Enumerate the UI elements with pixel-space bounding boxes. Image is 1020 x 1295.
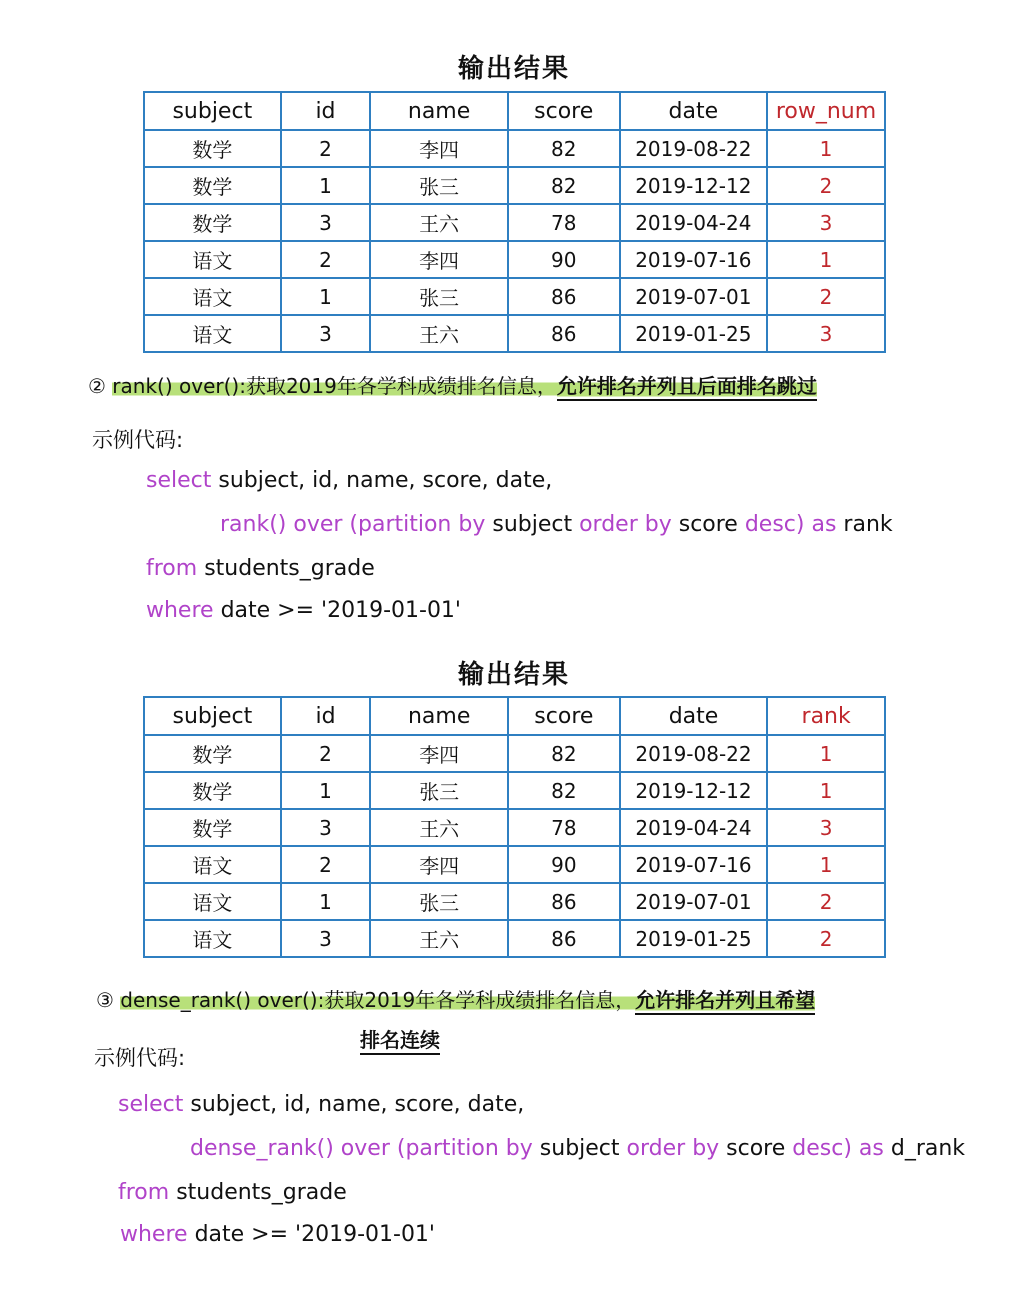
code-text: subject, id, name, score, date, (183, 1092, 525, 1117)
code-text: students_grade (169, 1180, 347, 1205)
table-row (144, 772, 885, 809)
table-row (144, 278, 885, 315)
cell-date: 2019-08-22 (620, 735, 768, 772)
section3-number: ③ (96, 988, 114, 1012)
cell-name: 李四 (370, 241, 508, 278)
table2-title: 输出结果 (458, 660, 571, 690)
code-keyword: select (146, 468, 212, 493)
header-id: id (281, 92, 371, 130)
table-row (144, 809, 885, 846)
cell-subject: 数学 (144, 735, 281, 772)
cell-name: 李四 (370, 846, 508, 883)
cell-date: 2019-08-22 (620, 130, 767, 167)
table-header-row (144, 92, 885, 130)
code-keyword: desc) as (744, 512, 837, 537)
cell-score: 78 (508, 204, 620, 241)
code-text: d_rank (883, 1136, 966, 1161)
table-row (144, 735, 885, 772)
header-name: name (370, 697, 508, 735)
code-text: students_grade (197, 556, 375, 581)
table-row (144, 241, 885, 278)
section3-function: dense_rank() over(): (120, 988, 325, 1012)
header-date: date (620, 92, 767, 130)
table-row (144, 167, 885, 204)
cell-id: 3 (281, 809, 371, 846)
cell-name: 李四 (370, 735, 508, 772)
cell-score: 90 (508, 241, 620, 278)
cell-name: 王六 (370, 809, 508, 846)
section3-code-line1 (118, 1092, 524, 1117)
cell-name: 张三 (370, 167, 508, 204)
section3-emphasis: 允许排名并列且希望 (635, 988, 815, 1015)
cell-date: 2019-07-16 (620, 241, 767, 278)
section2-function: rank() over(): (112, 374, 246, 398)
code-text: subject (532, 1136, 627, 1161)
cell-score: 82 (508, 130, 620, 167)
cell-subject: 语文 (144, 315, 281, 352)
cell-id: 1 (281, 883, 371, 920)
table-row (144, 883, 885, 920)
table1-body (144, 130, 885, 352)
cell-rank: 2 (767, 920, 885, 957)
cell-id: 2 (281, 130, 371, 167)
cell-subject: 数学 (144, 167, 281, 204)
header-score: score (508, 697, 620, 735)
code-text: date >= '2019-01-01' (187, 1222, 435, 1247)
cell-rank: 1 (767, 772, 885, 809)
code-text: rank (836, 512, 893, 537)
table-header-row (144, 697, 885, 735)
section2-heading (88, 370, 817, 399)
cell-id: 3 (281, 204, 371, 241)
section3-code-line4 (120, 1222, 435, 1247)
table2-body (144, 735, 885, 957)
cell-score: 82 (508, 772, 620, 809)
cell-id: 2 (281, 735, 371, 772)
cell-date: 2019-07-01 (620, 883, 768, 920)
cell-score: 86 (508, 920, 620, 957)
section2-number: ② (88, 374, 106, 398)
cell-rank: 2 (767, 167, 885, 204)
cell-id: 3 (281, 920, 371, 957)
code-text: score (671, 512, 745, 537)
row-num-result-table (143, 91, 886, 353)
table-row (144, 204, 885, 241)
rank-result-table (143, 696, 886, 958)
cell-id: 2 (281, 846, 371, 883)
section3-heading (96, 984, 815, 1013)
cell-rank: 2 (767, 278, 885, 315)
code-text: date >= '2019-01-01' (213, 598, 461, 623)
cell-score: 78 (508, 809, 620, 846)
cell-rank: 3 (767, 809, 885, 846)
code-keyword: rank() over (partition by (220, 512, 486, 537)
cell-date: 2019-12-12 (620, 772, 768, 809)
cell-rank: 3 (767, 315, 885, 352)
table-row (144, 315, 885, 352)
section2-code-line3 (146, 556, 375, 581)
cell-id: 1 (281, 167, 371, 204)
header-subject: subject (144, 697, 281, 735)
cell-rank: 1 (767, 241, 885, 278)
cell-subject: 数学 (144, 130, 281, 167)
section3-emphasis-continued (360, 1024, 440, 1053)
cell-name: 王六 (370, 920, 508, 957)
header-score: score (508, 92, 620, 130)
code-keyword: from (146, 556, 198, 581)
section2-emphasis: 允许排名并列且后面排名跳过 (557, 374, 817, 401)
table-row (144, 920, 885, 957)
cell-id: 1 (281, 278, 371, 315)
header-name: name (370, 92, 508, 130)
header-id: id (281, 697, 371, 735)
cell-rank: 1 (767, 735, 885, 772)
section3-example-label: 示例代码: (94, 1046, 186, 1070)
code-keyword: select (118, 1092, 184, 1117)
code-keyword: where (146, 598, 214, 623)
table-row (144, 130, 885, 167)
cell-score: 86 (508, 883, 620, 920)
cell-rank: 1 (767, 130, 885, 167)
section2-code-line2 (220, 512, 893, 537)
cell-name: 张三 (370, 883, 508, 920)
cell-date: 2019-07-01 (620, 278, 767, 315)
cell-score: 86 (508, 278, 620, 315)
cell-id: 1 (281, 772, 371, 809)
cell-score: 82 (508, 735, 620, 772)
cell-id: 2 (281, 241, 371, 278)
cell-date: 2019-12-12 (620, 167, 767, 204)
cell-rank: 1 (767, 846, 885, 883)
cell-score: 90 (508, 846, 620, 883)
header-rank: rank (767, 697, 885, 735)
header-row-num: row_num (767, 92, 885, 130)
cell-subject: 数学 (144, 772, 281, 809)
code-text: subject, id, name, score, date, (211, 468, 553, 493)
code-keyword: dense_rank() over (partition by (190, 1136, 533, 1161)
code-keyword: desc) as (792, 1136, 884, 1161)
cell-date: 2019-01-25 (620, 920, 768, 957)
cell-subject: 语文 (144, 846, 281, 883)
cell-name: 张三 (370, 278, 508, 315)
cell-subject: 语文 (144, 883, 281, 920)
section3-description: 获取2019年各学科成绩排名信息， (324, 988, 636, 1012)
section3-code-line2 (190, 1136, 965, 1161)
cell-name: 张三 (370, 772, 508, 809)
code-text: subject (485, 512, 580, 537)
cell-subject: 语文 (144, 920, 281, 957)
code-keyword: order by (626, 1136, 720, 1161)
cell-date: 2019-04-24 (620, 809, 768, 846)
header-subject: subject (144, 92, 281, 130)
code-keyword: order by (579, 512, 672, 537)
cell-name: 王六 (370, 315, 508, 352)
cell-subject: 数学 (144, 809, 281, 846)
cell-subject: 数学 (144, 204, 281, 241)
code-keyword: from (118, 1180, 170, 1205)
cell-score: 82 (508, 167, 620, 204)
section2-example-label: 示例代码: (92, 428, 184, 452)
cell-name: 李四 (370, 130, 508, 167)
section3-emphasis2: 排名连续 (360, 1028, 440, 1055)
cell-date: 2019-04-24 (620, 204, 767, 241)
cell-subject: 语文 (144, 278, 281, 315)
section2-code-line1 (146, 468, 552, 493)
cell-score: 86 (508, 315, 620, 352)
section2-description: 获取2019年各学科成绩排名信息， (245, 374, 557, 398)
cell-subject: 语文 (144, 241, 281, 278)
cell-date: 2019-07-16 (620, 846, 768, 883)
cell-rank: 2 (767, 883, 885, 920)
cell-date: 2019-01-25 (620, 315, 767, 352)
code-text: score (719, 1136, 793, 1161)
cell-id: 3 (281, 315, 371, 352)
section2-code-line4 (146, 598, 461, 623)
cell-name: 王六 (370, 204, 508, 241)
table-row (144, 846, 885, 883)
header-date: date (620, 697, 768, 735)
table1-title: 输出结果 (458, 54, 571, 84)
section3-code-line3 (118, 1180, 347, 1205)
cell-rank: 3 (767, 204, 885, 241)
code-keyword: where (120, 1222, 188, 1247)
